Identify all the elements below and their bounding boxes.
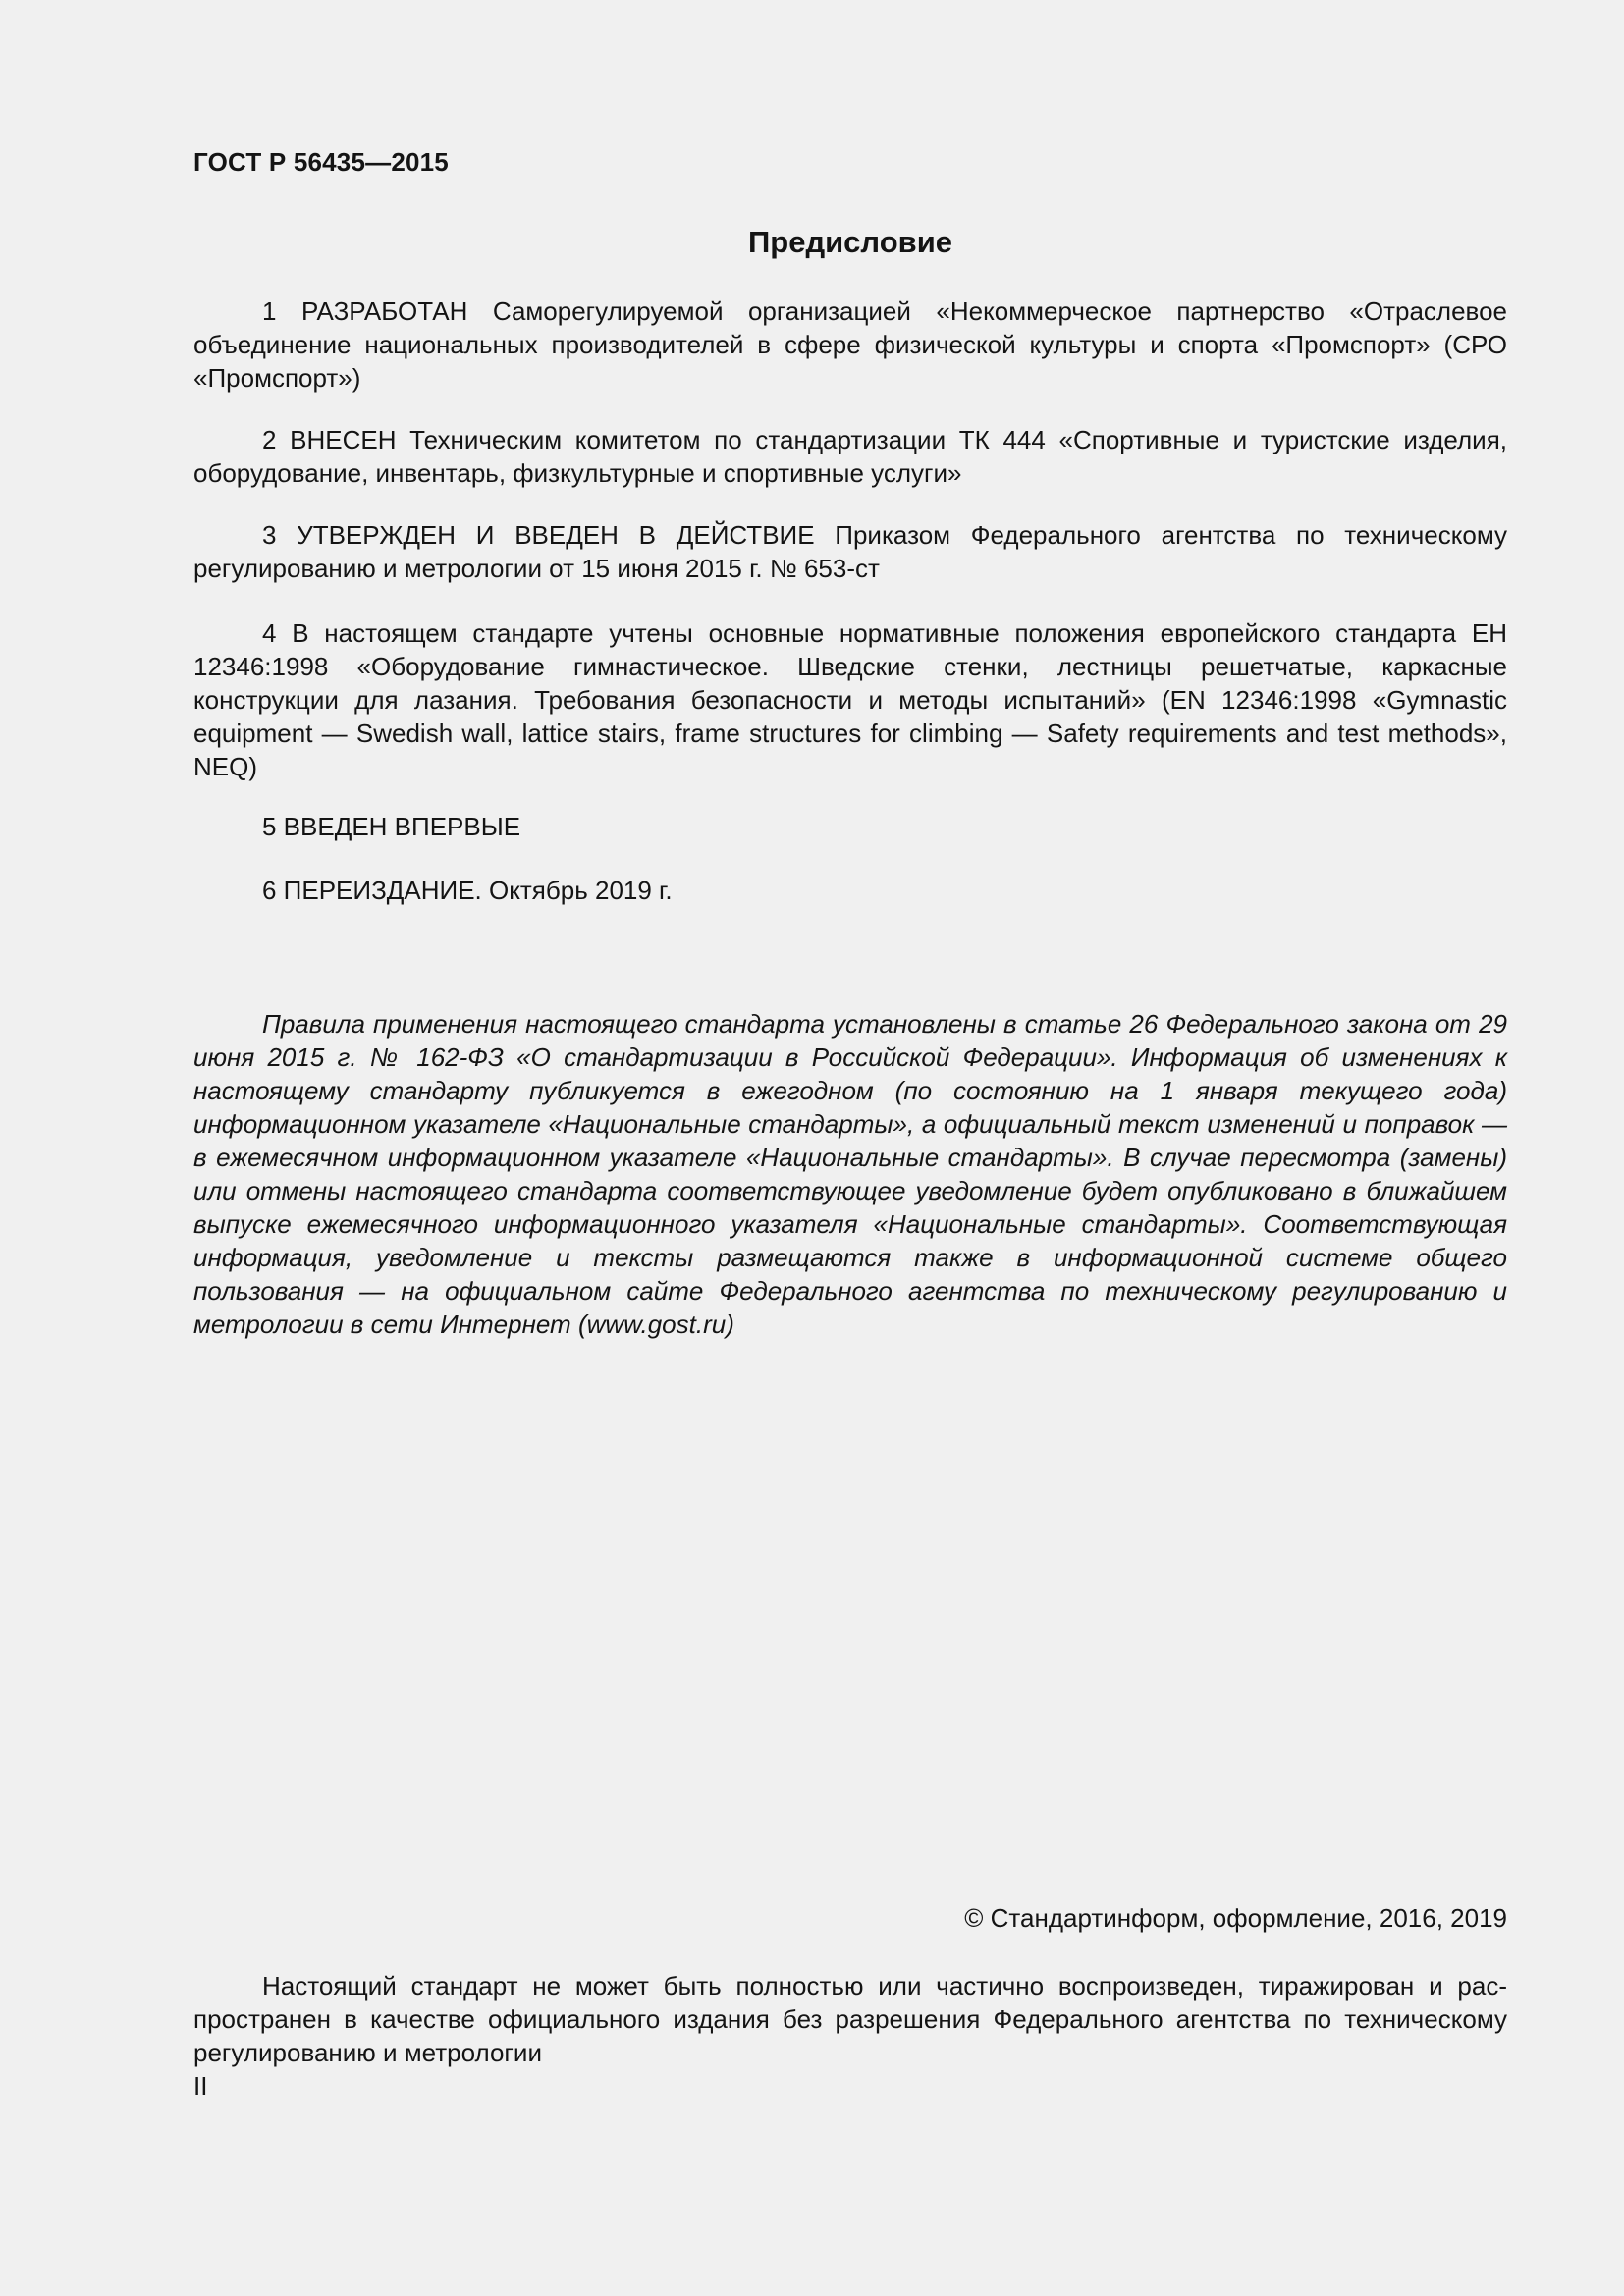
page-number: II bbox=[193, 2071, 208, 2101]
foreword-item-5: 5 ВВЕДЕН ВПЕРВЫЕ bbox=[262, 812, 521, 841]
foreword-item-1: 1 РАЗРАБОТАН Саморегулируемой организацией «Некоммерческое партнерство «Отраслевое объединение национальных производителей в сфере физической культуры и спорта «Промспорт» (СРО «Промспорт») bbox=[193, 296, 1507, 393]
standard-code: ГОСТ Р 56435—2015 bbox=[193, 147, 449, 177]
rules-note: Правила применения настоящего стандарта установлены в статье 26 Федерального закона от 29 июня 2015 г. № 162-ФЗ «О стандартизации в Российской Федерации». Информация об изменениях к настоящему стандарту публикуется в ежегодном (по состоянию на 1 января текущего года) информационном указателе «Национальные стандарты», а официальный текст изменений и поправок — в ежемесячном информационном указателе «Национальные стандарты». В случае пересмотра (замены) или отмены настоящего стандарта соответствующее уведомление будет опубликовано в ближайшем выпуске ежемесячного информационного указателя «Национальные стандарты». Соответствующая информация, уведомление и тексты размещаются также в информационной системе общего пользования — на официальном сайте Федерального агентства по техническому регулированию и метрологии в сети Интернет (www.gost.ru) bbox=[193, 1009, 1507, 1339]
document-page bbox=[193, 0, 1507, 2296]
foreword-item-3: 3 УТВЕРЖДЕН И ВВЕДЕН В ДЕЙСТВИЕ Приказом Федерального агентства по техническому регулированию и метрологии от 15 июня 2015 г. № 653-ст bbox=[193, 520, 1507, 583]
foreword-item-4: 4 В настоящем стандарте учтены основные нормативные положения европейского стандарта ЕН 12346:1998 «Оборудование гимнастическое. Шведские стенки, лестницы решетчатые, каркасные конструкции для лазания. Требования безопасности и методы испытаний» (EN 12346:1998 «Gymnastic equipment — Swedish wall, lattice stairs, frame structures for climbing — Safety requirements and test methods», NEQ) bbox=[193, 618, 1507, 781]
foreword-item-6: 6 ПЕРЕИЗДАНИЕ. Октябрь 2019 г. bbox=[262, 876, 673, 905]
page-title: Предисловие bbox=[747, 225, 952, 259]
reproduction-notice: Настоящий стандарт не может быть полностью или частично воспроизведен, тиражирован и распространен в качестве официального издания без разрешения Федерального агентства по техническому регулированию и метрологии bbox=[193, 1971, 1507, 2067]
foreword-item-2: 2 ВНЕСЕН Техническим комитетом по стандартизации ТК 444 «Спортивные и туристские изделия, оборудование, инвентарь, физкультурные и спортивные услуги» bbox=[193, 425, 1507, 488]
copyright-line: © Стандартинформ, оформление, 2016, 2019 bbox=[964, 1903, 1507, 1933]
